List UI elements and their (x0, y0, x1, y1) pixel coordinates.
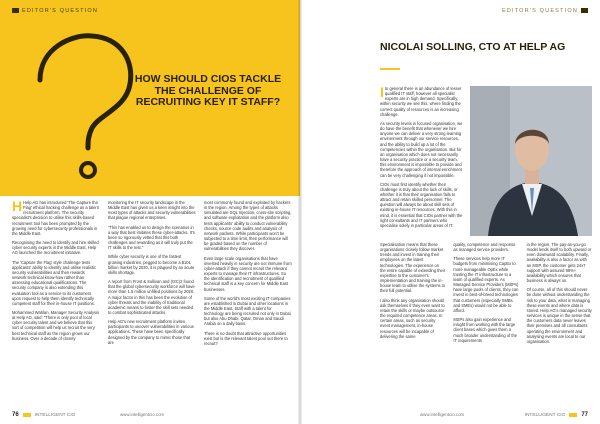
paragraph: in the region. The pay-as-you-go model lends itself to both upward or even downward scalability. Finally, availability is also a factor as with an MSP, the customer gets 24x7 support with assured 99%+ availability which ensures that business is always on. (526, 242, 592, 284)
footer-url[interactable]: www.intelligentcio.com (420, 412, 465, 417)
paragraph: Of course, all of this should never be done without understanding the risk to your data, what is managing these events and where data is stored. Help AG's managed security services is unique in the sense that the customers data never leaves their premises and all consultants operating the environment and analysing events are local to our organisation. (526, 287, 592, 344)
paragraph: I In general there is an abundance of lesser qualified IT staff, however all specialist experts are in high demand. Specifically, within security we see this, where finding the correct quality of resources is an increasing challenge. (380, 84, 462, 117)
portrait-photo (470, 86, 592, 236)
question-mark-graphic (22, 28, 142, 188)
page-footer (525, 412, 588, 418)
paragraph: A report from Frost & Sullivan and (ISC)2 found that the global cybersecurity workforce will have more than 1.5 million unfilled positions by 2020. A major factor in this has been the evolution of cyber threats and the inability of traditional academic means to foster the skill sets needed to combat sophisticated attacks. (108, 279, 195, 315)
accent-rule (380, 68, 400, 70)
paragraph: Even large scale organisations that have invested heavily in security are not immune from cyber-attack if they cannot recruit the relevant experts to manage their IT infrastructures. So the identification and recruitment of qualified technical staff is a key concern for Middle East businesses. (204, 255, 292, 292)
body-column-3 (204, 200, 292, 408)
paragraph: There is no doubt that attractive opportunities exist but is the relevant talent pool out there to recruit? (204, 330, 288, 346)
paragraph: Specialisation means that these organisations closely follow market trends and invest in training their employees on the latest technologies. The experience on the entire capable of extending their expertise to the customer's implementation and training the in-house team to utilise the systems to their full potential. (380, 242, 446, 294)
body-column-right (527, 242, 592, 408)
accent-bar (569, 413, 577, 417)
paragraph: The 'Capture the Flag' style challenge tests applicants' ability to identify and utilise realistic security vulnerabilities and then rewards network technical know-how rather than assessing educational qualifications. The security company is also extending this evaluation tool as a service to its customers upon request to help them identify technically competent staff for their in-house IT positions. (12, 259, 97, 306)
footer-url[interactable]: www.intelligentcio.com (120, 412, 165, 417)
body-columns-lower (380, 242, 592, 408)
right-page (300, 0, 600, 424)
paragraph: most commonly found and exploited by hackers in the region. Among the types of attacks simulated are SQL Injection, cross-site scripting, and software exploitation and the platform also tests applicants' ability to conduct vulnerability checks, source code audits and analysis of network packets. While participants won't be subjected to a time limit, their performance will be graded based on the number of vulnerabilities they discover. (204, 200, 292, 252)
body-column-1 (12, 200, 100, 408)
body-column-upper (380, 86, 464, 236)
drop-cap: I (380, 84, 384, 100)
page-number: 76 (12, 412, 19, 418)
paragraph: monitoring the IT security landscape in the Middle East has given us a keen insight into the most types of attacks and security vulnerabilities that plague regional enterprises. (108, 200, 196, 221)
paragraph: Recognising the need to identify and hire skilled cyber security experts in the Middle East, Help AG launched the recruitment initiative. (12, 240, 99, 256)
article-headline: HOW SHOULD CIOS TACKLE THE CHALLENGE OF RECRUITING KEY IT STAFF? (134, 73, 282, 108)
body-column-2 (108, 200, 196, 408)
footer-brand: INTELLIGENT CIO (524, 412, 566, 418)
paragraph: Mohammed Wahlan, Manager Security Analysis at Help AG, said: "There is only pool of local cyber security talent and we believe that this sort of competition will help us recruit the very best technical staff as the region grows our business. Over a decade of closely (12, 309, 99, 341)
page-footer (12, 412, 75, 418)
paragraph: As security levels in focused organisation, we do have the benefit that whenever we hire anyone we can deliver a very strong learning environment through our service resources, and the ability to build up a lot of the competencies within the organisation. But for an organisation which does not necessarily have a security practice or a security team, this environment is impossible to provide and therefore the approach of internal enrichment can be very challenging if not impossible. (380, 120, 463, 178)
paragraph: CIOs must first identify whether their challenge is truly about the lack of skills, or whether it is that their organisation fails to attract and retain skilled personnel. The question will always be about skill sets of existing in-house IT resources. With this in mind, it is essential that CIOs partner with the right consultants and IT partners who specialise solely in particular areas of IT. (380, 181, 463, 228)
paragraph: These services help more IT budgets from minimising CapEx to more manageable OpEx while trusting the IT infrastructure to a team of qualified experts. As Managed Service Providers (MSPs) have large pools of clients, they can invest in best-of-breed technologies that customers (especially SMBs and SMEs) would not be able to afford. (453, 256, 519, 313)
paragraph: quality, competence and response as managed service providers. (453, 242, 516, 253)
paragraph: H Help AG has introduced 'The Capture the Flag' ethical hacking challenge as a talent recruitment platform. The security specialist's decision to utilise this skills-based recruitment tool has been prompted by the growing need for cybersecurity professionals in the Middle East. (12, 198, 99, 236)
accent-bar (23, 413, 31, 417)
page-gutter (298, 0, 302, 424)
section-tag: EDITOR'S QUESTION (12, 8, 98, 14)
section-tag: EDITOR'S QUESTION (502, 8, 588, 14)
paragraph: "This has enabled us to design the scenarios in a way that best imitates these cyber-attacks. It's been so rigorously vetted that this both challenges and rewarding as it will truly put the IT skills to the test." (108, 224, 195, 251)
drop-cap: H (12, 198, 23, 214)
body-column-left (380, 242, 445, 408)
interviewee-title: NICOLAI SOLLING, CTO AT HELP AG (380, 41, 566, 53)
body-column-mid (453, 242, 518, 408)
paragraph: Help AG's new recruitment platform invites participants to uncover vulnerabilities in various applications. These have been specifically designed by the company to mimic those that are (108, 319, 194, 345)
paragraph: Some of the world's most exciting IT companies are established in Dubai and other locations in the Middle East. Staff with a talent for technology are being recruited not only in Dubai but also Abu Dhabi, Qatar, Oman and Saudi Arabia on a daily basis. (204, 295, 291, 327)
paragraph: MSPs also gain experience and insight from working with the large client bases which gives them a much broader understanding of the IT requirements (453, 317, 518, 343)
paragraph: I also think any organisation should ask themselves if they even want to retain the skills or maybe outsource the required competence areas. In certain areas, such as security event management, in-house resources will be incapable of delivering the same (380, 297, 445, 339)
footer-brand: INTELLIGENT CIO (34, 412, 76, 418)
article-body (12, 200, 292, 408)
paragraph: While cyber security is one of the fastest growing industries, pegged to become a $101 billion market by 2020, it is plagued by an acute skills shortage. (108, 254, 195, 275)
page-number: 77 (581, 412, 588, 418)
